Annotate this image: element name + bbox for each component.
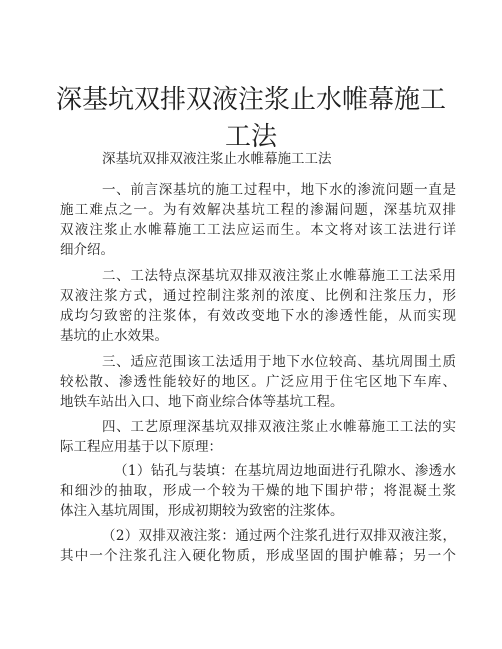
paragraph-line: 双液注浆止水帷幕施工工法应运而生。本文将对该工法进行详 xyxy=(60,222,456,238)
paragraph-line: 际工程应用基于以下原理： xyxy=(60,439,222,455)
paragraph-features xyxy=(60,266,456,346)
document-title xyxy=(0,82,502,156)
paragraph-line: 施工难点之一。为有效解决基坑工程的渗漏问题，深基坑双排 xyxy=(60,202,456,218)
paragraph-step-1 xyxy=(60,461,456,521)
paragraph-intro xyxy=(60,180,456,260)
paragraph-line: 一、前言深基坑的施工过程中，地下水的渗流问题一直是 xyxy=(102,182,456,198)
paragraph-line: 二、工法特点深基坑双排双液注浆止水帷幕施工工法采用 xyxy=(102,268,456,284)
paragraph-line: （2）双排双液注浆：通过两个注浆孔进行双排双液注浆， xyxy=(102,528,456,544)
paragraph-line: 其中一个注浆孔注入硬化物质，形成坚固的围护帷幕；另一个 xyxy=(60,548,456,564)
paragraph-line: 三、适应范围该工法适用于地下水位较高、基坑周围土质 xyxy=(102,354,456,370)
paragraph-step-2 xyxy=(60,526,456,566)
paragraph-line: 细介绍。 xyxy=(60,242,114,258)
title-line-1: 深基坑双排双液注浆止水帷幕施工 xyxy=(55,85,446,115)
paragraph-line: 基坑的止水效果。 xyxy=(60,328,168,344)
paragraph-line: 和细沙的抽取，形成一个较为干燥的地下围护带；将混凝土浆 xyxy=(60,483,456,499)
paragraph-scope xyxy=(60,352,456,412)
paragraph-line: 体注入基坑周围，形成初期较为致密的注浆体。 xyxy=(60,503,344,519)
paragraph-line: （1）钻孔与装填：在基坑周边地面进行孔隙水、渗透水 xyxy=(114,463,456,479)
title-line-2: 工法 xyxy=(224,122,277,152)
paragraph-line: 双液注浆方式，通过控制注浆剂的浓度、比例和注浆压力，形 xyxy=(60,288,456,304)
paragraph-principle xyxy=(60,417,456,457)
paragraph-line: 四、工艺原理深基坑双排双液注浆止水帷幕施工工法的实 xyxy=(102,419,456,435)
document-subtitle: 深基坑双排双液注浆止水帷幕施工工法 xyxy=(102,151,332,167)
paragraph-line: 地铁车站出入口、地下商业综合体等基坑工程。 xyxy=(60,394,344,410)
paragraph-line: 较松散、渗透性能较好的地区。广泛应用于住宅区地下车库、 xyxy=(60,374,456,390)
paragraph-line: 成均匀致密的注浆体，有效改变地下水的渗透性能，从而实现 xyxy=(60,308,456,324)
